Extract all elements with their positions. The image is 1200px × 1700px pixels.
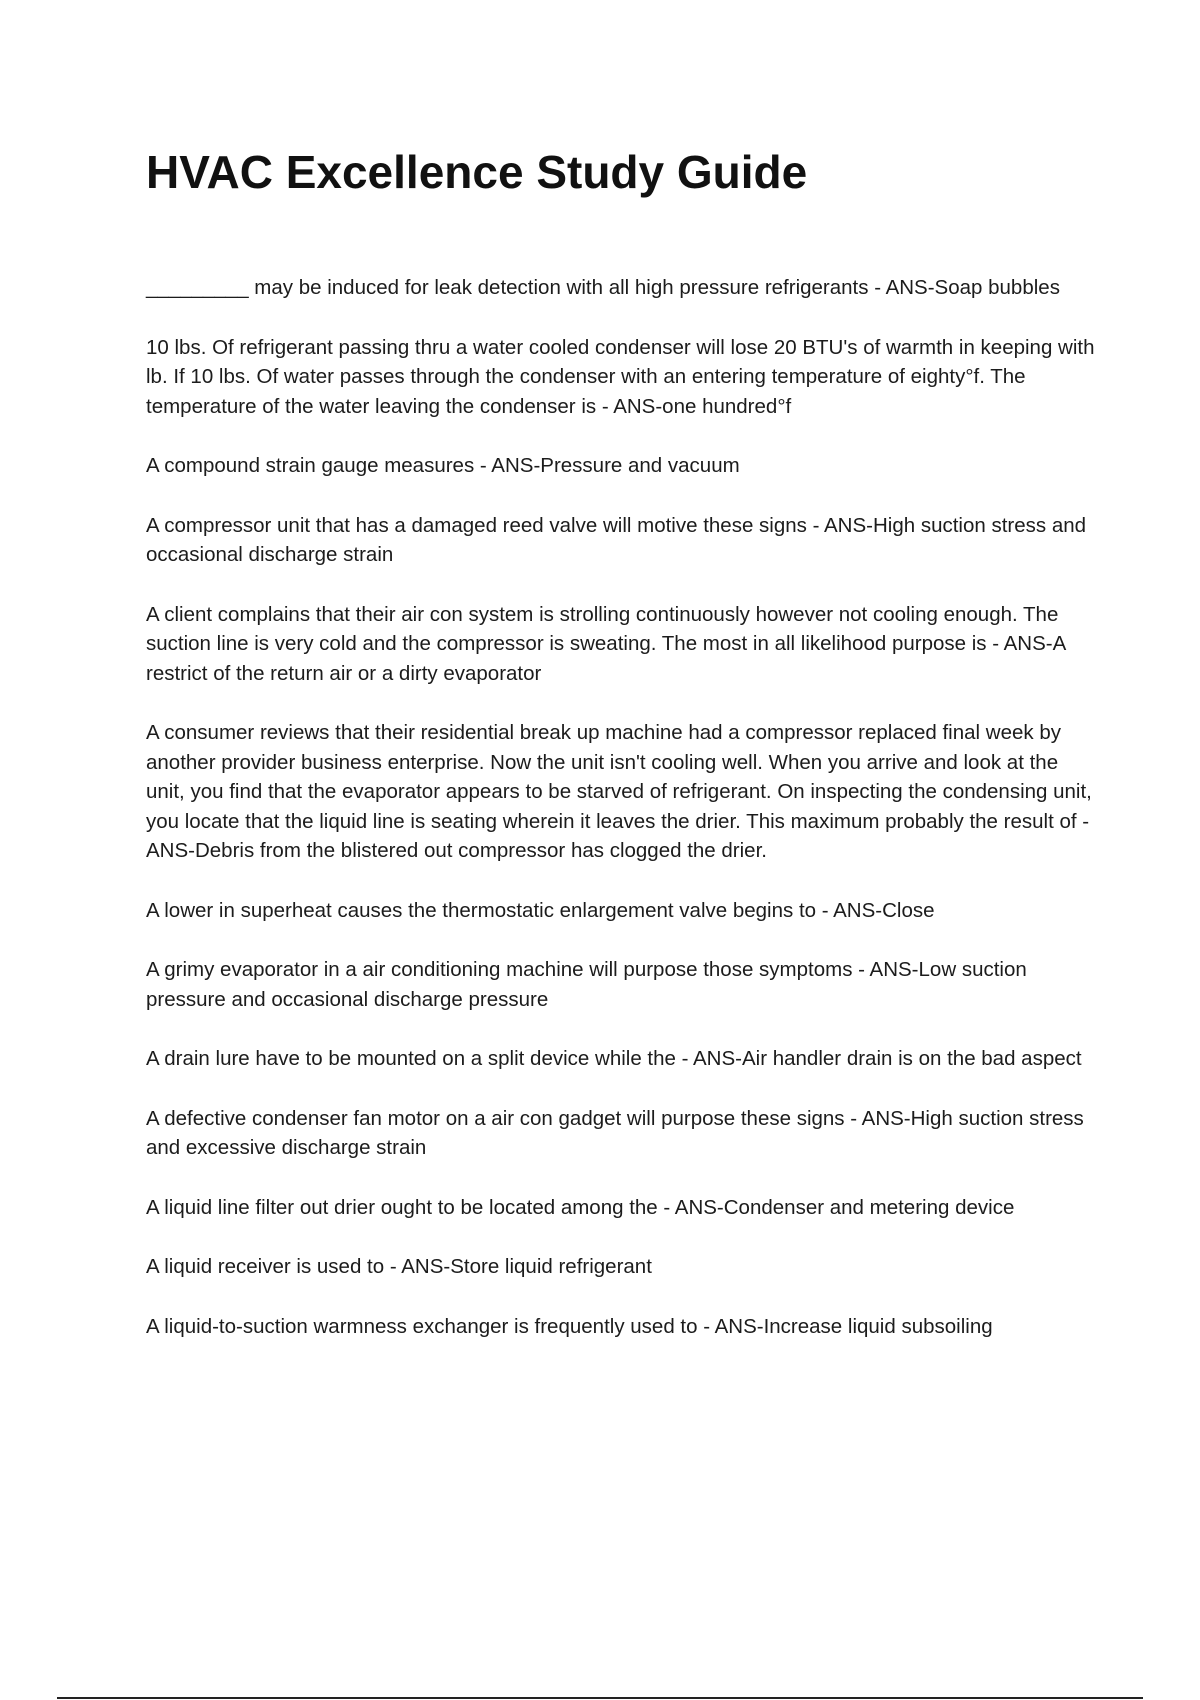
qa-item: A drain lure have to be mounted on a split device while the - ANS-Air handler drain is on the bad aspect bbox=[146, 1047, 1082, 1070]
qa-item: A lower in superheat causes the thermostatic enlargement valve begins to - ANS-Close bbox=[146, 898, 935, 922]
qa-item: A liquid line filter out drier ought to be located among the - ANS-Condenser and metering device bbox=[146, 1195, 1015, 1219]
qa-item: A compound strain gauge measures - ANS-Pressure and vacuum bbox=[146, 454, 740, 477]
qa-list bbox=[146, 273, 1096, 1371]
page-bottom-divider bbox=[57, 1697, 1143, 1699]
page-title: HVAC Excellence Study Guide bbox=[146, 146, 808, 198]
qa-item: A defective condenser fan motor on a air con gadget will purpose these signs - ANS-High suction stress and excessive discharge strain bbox=[146, 1106, 1084, 1159]
qa-item: A liquid receiver is used to - ANS-Store liquid refrigerant bbox=[146, 1255, 652, 1278]
qa-item: A grimy evaporator in a air conditioning machine will purpose those symptoms - ANS-Low suction pressure and occasional discharge pressure bbox=[146, 958, 1027, 1011]
qa-item: A compressor unit that has a damaged reed valve will motive these signs - ANS-High suction stress and occasional discharge strain bbox=[146, 513, 1087, 566]
qa-item: A liquid-to-suction warmness exchanger is frequently used to - ANS-Increase liquid subsoiling bbox=[146, 1314, 993, 1338]
qa-item: A consumer reviews that their residential break up machine had a compressor replaced final week by another provider business enterprise. Now the unit isn't cooling well. When you arrive and look at the unit, you find that the evaporator appears to be starved of refrigerant. On inspecting the condensing unit, you locate that the liquid line is seating wherein it leaves the drier. This maximum probably the result of - ANS-Debris from the blistered out compressor has clogged the drier. bbox=[146, 721, 1092, 862]
qa-item: _________ may be induced for leak detection with all high pressure refrigerants - ANS-Soap bubbles bbox=[146, 276, 1060, 299]
qa-item: A client complains that their air con system is strolling continuously however not cooling enough. The suction line is very cold and the compressor is sweating. The most in all likelihood purpose is - ANS-A restrict of the return air or a dirty evaporator bbox=[146, 602, 1066, 685]
qa-item: 10 lbs. Of refrigerant passing thru a water cooled condenser will lose 20 BTU's of warmth in keeping with lb. If 10 lbs. Of water passes through the condenser with an entering temperature of eighty°f. The temperature of the water leaving the condenser is - ANS-one hundred°f bbox=[146, 335, 1095, 418]
